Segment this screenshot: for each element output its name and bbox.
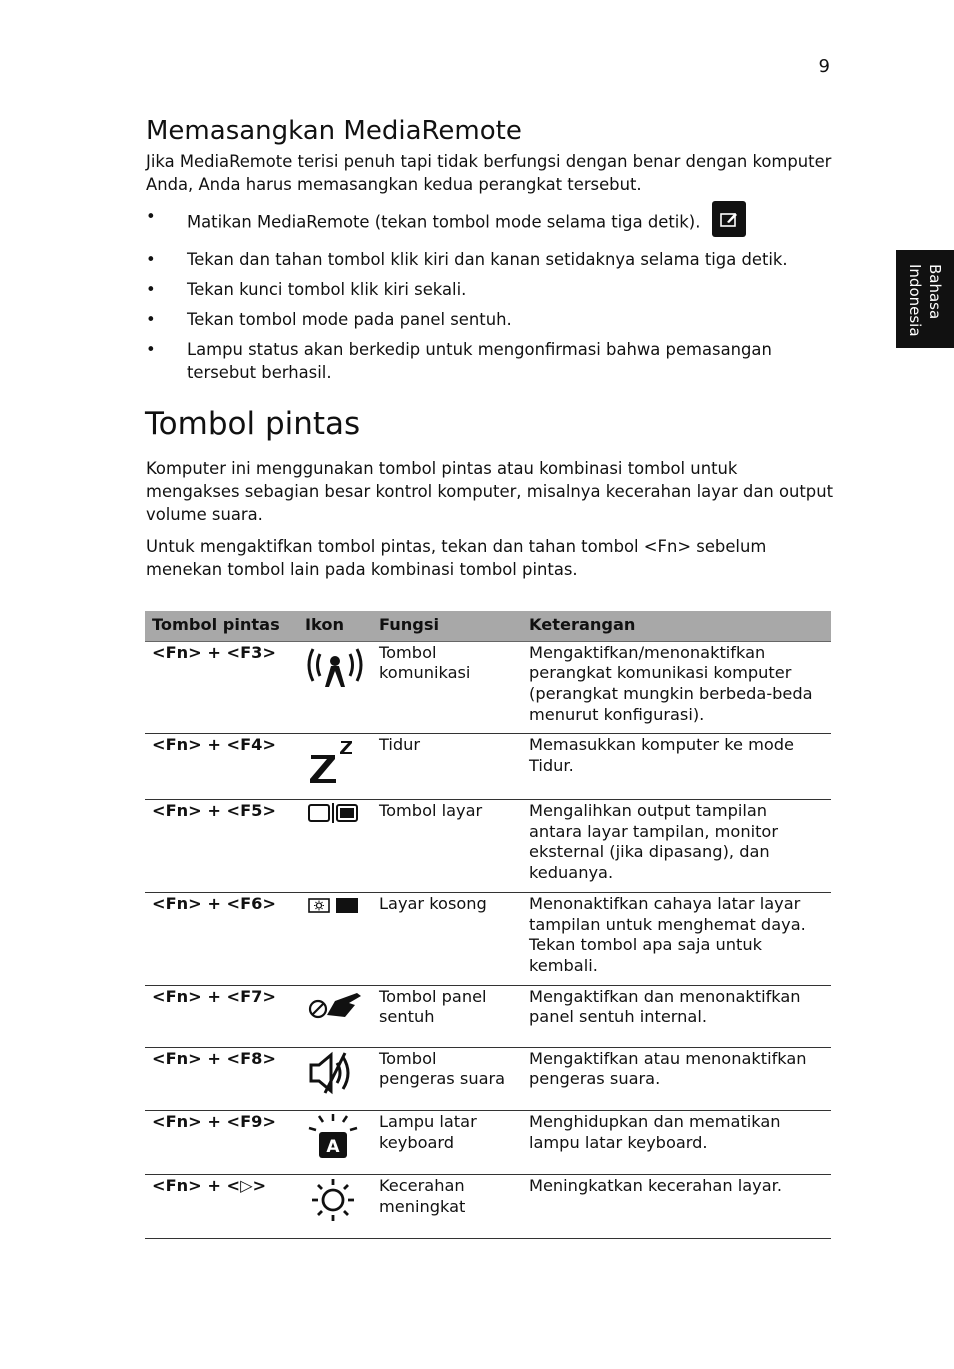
list-item — [146, 248, 836, 271]
table-row — [145, 985, 831, 1047]
hotkey-cell: <Fn> + <F8> — [145, 1047, 298, 1111]
list-item — [146, 278, 836, 301]
chapter-title: Tombol pintas — [145, 406, 361, 442]
table-row — [145, 1175, 831, 1239]
list-item — [146, 205, 836, 241]
mode-button-icon — [712, 201, 746, 237]
function-cell: Layar kosong — [372, 892, 522, 985]
screen-blank-icon — [305, 901, 361, 920]
table-row — [145, 800, 831, 893]
pairing-steps-list — [146, 205, 836, 391]
hotkeys-instruction: Untuk mengaktifkan tombol pintas, tekan dan tahan tombol <Fn> sebelum menekan tombol lain pada kombinasi tombol pintas. — [146, 537, 767, 579]
sleep-icon — [305, 770, 359, 789]
language-side-tab — [896, 250, 954, 348]
keyboard-backlight-icon — [305, 1137, 361, 1164]
page-number: 9 — [818, 56, 830, 77]
speaker-mute-icon — [305, 1082, 361, 1101]
list-item-text: Lampu status akan berkedip untuk mengonfirmasi bahwa pemasangan tersebut berhasil. — [187, 340, 772, 382]
description-cell: Menonaktifkan cahaya latar layar tampilan untuk menghemat daya. Tekan tombol apa saja untuk kembali. — [522, 892, 831, 985]
bullet-glyph: • — [146, 207, 156, 226]
brightness-up-icon — [305, 1209, 361, 1228]
header-hotkey: Tombol pintas — [145, 611, 298, 641]
display-toggle-icon — [305, 810, 361, 829]
description-cell: Menghidupkan dan mematikan lampu latar keyboard. — [522, 1111, 831, 1175]
header-function: Fungsi — [372, 611, 522, 641]
header-description: Keterangan — [522, 611, 831, 641]
list-item — [146, 308, 836, 331]
function-cell: Tombol panel sentuh — [372, 985, 522, 1047]
function-cell: Tombol pengeras suara — [372, 1047, 522, 1111]
hotkey-cell: <Fn> + <F7> — [145, 985, 298, 1047]
svg-text:A: A — [326, 1137, 340, 1158]
hotkey-cell: <Fn> + <F5> — [145, 800, 298, 893]
list-item-text: Tekan kunci tombol klik kiri sekali. — [187, 280, 467, 299]
list-item — [146, 338, 836, 384]
hotkey-cell: <Fn> + <F4> — [145, 734, 298, 800]
table-row — [145, 1047, 831, 1111]
description-cell: Meningkatkan kecerahan layar. — [522, 1175, 831, 1239]
section-title: Memasangkan MediaRemote — [146, 116, 522, 146]
function-cell: Lampu latar keyboard — [372, 1111, 522, 1175]
touchpad-toggle-icon — [305, 1008, 363, 1027]
function-cell: Tombol komunikasi — [372, 641, 522, 734]
description-cell: Mengaktifkan atau menonaktifkan pengeras suara. — [522, 1047, 831, 1111]
bullet-glyph: • — [146, 340, 156, 359]
bullet-glyph: • — [146, 310, 156, 329]
table-row — [145, 1111, 831, 1175]
hotkey-cell: <Fn> + <F3> — [145, 641, 298, 734]
description-cell: Memasukkan komputer ke mode Tidur. — [522, 734, 831, 800]
list-item-text: Matikan MediaRemote (tekan tombol mode selama tiga detik). — [187, 212, 701, 232]
table-row — [145, 641, 831, 734]
hotkeys-table — [145, 611, 831, 1239]
table-header-row — [145, 611, 831, 641]
wireless-communication-icon — [305, 674, 365, 693]
list-item-text: Tekan dan tahan tombol klik kiri dan kanan setidaknya selama tiga detik. — [187, 250, 788, 269]
table-row — [145, 892, 831, 985]
description-cell: Mengaktifkan/menonaktifkan perangkat komunikasi komputer (perangkat mungkin berbeda-beda menurut konfigurasi). — [522, 641, 831, 734]
hotkey-cell: <Fn> + <▷> — [145, 1175, 298, 1239]
function-cell: Tidur — [372, 734, 522, 800]
table-row — [145, 734, 831, 800]
side-tab-line1: Bahasa — [926, 264, 944, 320]
description-cell: Mengalihkan output tampilan antara layar tampilan, monitor eksternal (jika dipasang), dan keduanya. — [522, 800, 831, 893]
function-cell: Tombol layar — [372, 800, 522, 893]
hotkey-cell: <Fn> + <F9> — [145, 1111, 298, 1175]
list-item-text: Tekan tombol mode pada panel sentuh. — [187, 310, 512, 329]
hotkey-cell: <Fn> + <F6> — [145, 892, 298, 985]
pairing-intro: Jika MediaRemote terisi penuh tapi tidak berfungsi dengan benar dengan komputer Anda, Anda harus memasangkan kedua perangkat tersebut. — [146, 152, 832, 194]
hotkeys-intro: Komputer ini menggunakan tombol pintas atau kombinasi tombol untuk mengakses sebagian besar kontrol komputer, misalnya kecerahan layar dan output volume suara. — [146, 459, 834, 524]
function-cell: Kecerahan meningkat — [372, 1175, 522, 1239]
bullet-glyph: • — [146, 280, 156, 299]
description-cell: Mengaktifkan dan menonaktifkan panel sentuh internal. — [522, 985, 831, 1047]
bullet-glyph: • — [146, 250, 156, 269]
header-icon: Ikon — [298, 611, 372, 641]
side-tab-line2: Indonesia — [906, 264, 924, 337]
